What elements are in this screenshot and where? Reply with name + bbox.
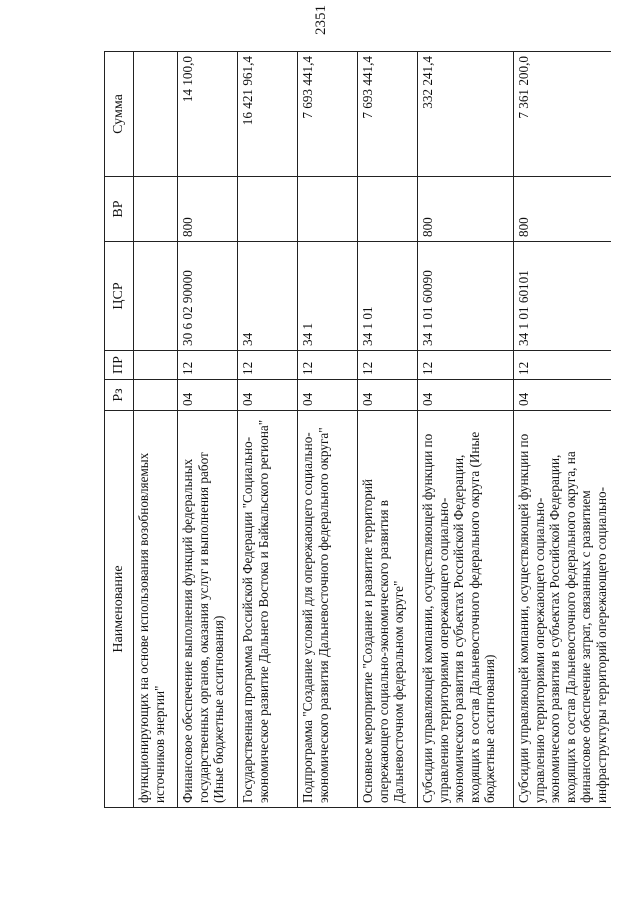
header-sum: Сумма — [105, 52, 134, 177]
row-vr — [238, 177, 298, 242]
row-sum: 7 361 200,0 — [514, 52, 612, 177]
row-pr: 12 — [514, 351, 612, 380]
row-name: Государственная программа Российской Федерации "Социально-экономическое развитие Дальнего Востока и Байкальского региона" — [238, 411, 298, 808]
row-csr: 30 6 02 90000 — [178, 242, 238, 351]
row-rz: 04 — [178, 380, 238, 411]
rotated-document — [104, 56, 609, 808]
row-sum: 14 100,0 — [178, 52, 238, 177]
row-csr: 34 1 — [298, 242, 358, 351]
header-name: Наименование — [105, 411, 134, 808]
table-row — [418, 52, 514, 808]
row-name: Субсидии управляющей компании, осуществляющей функции по управлению территориями опережающего социально-экономического развития в субъектах Российской Федерации, входящих в состав Дальневосточного федерального округа (Иные бюджетные ассигнования) — [418, 411, 514, 808]
row-rz: 04 — [514, 380, 612, 411]
row-csr: 34 1 01 60101 — [514, 242, 612, 351]
header-pr: ПР — [105, 351, 134, 380]
row-vr: 800 — [178, 177, 238, 242]
row-sum: 332 241,4 — [418, 52, 514, 177]
page-number: 2351 — [313, 5, 329, 35]
row-sum: 16 421 961,4 — [238, 52, 298, 177]
row-sum: 7 693 441,4 — [298, 52, 358, 177]
row-name: Субсидии управляющей компании, осуществляющей функции по управлению территориями опережающего социально-экономического развития в субъектах Российской Федерации, входящих в состав Дальневосточного федерального округа, на финансовое обеспечение затрат, связанных с развитием инфраструктуры территорий опережающего социально- — [514, 411, 612, 808]
header-rz: Рз — [105, 380, 134, 411]
table-row — [514, 52, 612, 808]
table-row — [134, 52, 178, 808]
table-row — [298, 52, 358, 808]
row-vr — [134, 177, 178, 242]
row-pr: 12 — [238, 351, 298, 380]
budget-table — [104, 51, 611, 808]
header-csr: ЦСР — [105, 242, 134, 351]
row-name: Финансовое обеспечение выполнения функций федеральных государственных органов, оказания услуг и выполнения работ (Иные бюджетные ассигнования) — [178, 411, 238, 808]
table-row — [358, 52, 418, 808]
row-pr: 12 — [358, 351, 418, 380]
row-vr: 800 — [514, 177, 612, 242]
row-vr — [358, 177, 418, 242]
row-rz: 04 — [298, 380, 358, 411]
row-csr — [134, 242, 178, 351]
row-name: Подпрограмма "Создание условий для опережающего социально-экономического развития Дальневосточного федерального округа" — [298, 411, 358, 808]
table-row — [238, 52, 298, 808]
row-name: функционирующих на основе использования возобновляемых источников энергии" — [134, 411, 178, 808]
header-vr: ВР — [105, 177, 134, 242]
row-sum — [134, 52, 178, 177]
row-name: Основное мероприятие "Создание и развитие территорий опережающего социально-экономического развития в Дальневосточном федеральном округе" — [358, 411, 418, 808]
row-pr: 12 — [298, 351, 358, 380]
row-pr: 12 — [178, 351, 238, 380]
row-sum: 7 693 441,4 — [358, 52, 418, 177]
table-header-row — [105, 52, 134, 808]
row-csr: 34 1 01 60090 — [418, 242, 514, 351]
row-pr: 12 — [418, 351, 514, 380]
row-vr: 800 — [418, 177, 514, 242]
row-csr: 34 1 01 — [358, 242, 418, 351]
row-rz: 04 — [358, 380, 418, 411]
row-pr — [134, 351, 178, 380]
table-row — [178, 52, 238, 808]
row-csr: 34 — [238, 242, 298, 351]
row-rz: 04 — [238, 380, 298, 411]
row-vr — [298, 177, 358, 242]
row-rz: 04 — [418, 380, 514, 411]
row-rz — [134, 380, 178, 411]
